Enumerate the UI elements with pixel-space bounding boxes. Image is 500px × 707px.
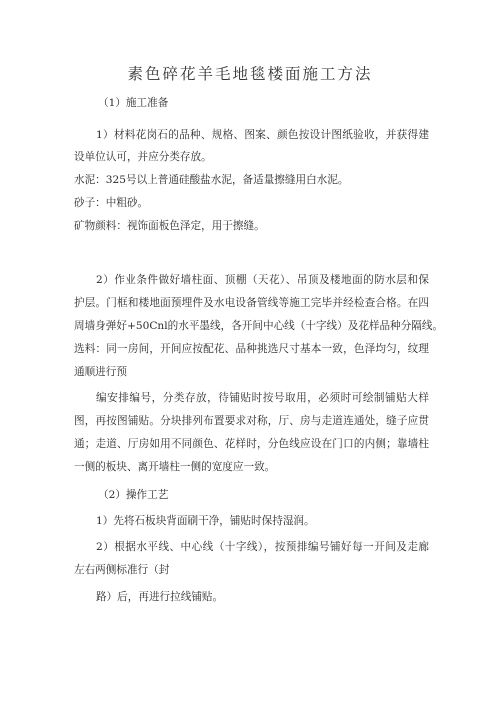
paragraph-materials-line-1: 1）材料花岗石的品种、规格、图案、颜色按设计图纸验收，并获得建 [96, 129, 429, 141]
step-1-text: 1）先将石板块背面刷干净，铺贴时保持湿润。 [96, 515, 315, 527]
pigment-spec: 矿物颜料：视饰面板色泽定，用于擦缝。 [74, 220, 265, 232]
section-heading-operation: （2）操作工艺 [98, 489, 169, 501]
step-2-line-1: 2）根据水平线、中心线（十字线），按预排编号铺好每一开间及走廊 [96, 541, 429, 553]
paragraph-layout-line-2: 图，再按图铺贴。分块排列布置要求对称，厅、房与走道连通处，缝子应贯 [74, 415, 429, 427]
paragraph-layout-line-1: 编安排编号，分类存放，待铺贴时按号取用，必须时可绘制铺贴大样 [96, 392, 429, 404]
paragraph-conditions-line-4: 选料：同一房间，开间应按配花、品种挑选尺寸基本一致，色泽均匀，纹理 [74, 343, 429, 355]
paragraph-conditions-line-3: 周墙身弹好+50Cnl的水平墨线，各开间中心线（十字线）及花样品种分隔线。 [74, 320, 444, 332]
paragraph-conditions-line-2: 护层。门框和楼地面预埋件及水电设备管线等施工完毕并经检查合格。在四 [74, 297, 429, 309]
paragraph-layout-line-3: 通；走道、厅房如用不同颜色、花样时，分色线应设在门口的内侧；靠墙柱 [74, 438, 429, 450]
document-title: 素色碎花羊毛地毯楼面施工方法 [127, 65, 373, 83]
paragraph-layout-line-4: 一侧的板块、离开墙柱一侧的宽度应一致。 [74, 461, 276, 473]
cement-spec: 水泥：325号以上普通硅酸盐水泥，备适量擦缝用白水泥。 [74, 174, 349, 186]
section-heading-preparation: （1）施工准备 [98, 97, 169, 109]
paragraph-conditions-line-5: 通顺进行预 [74, 366, 127, 378]
paragraph-conditions-line-1: 2）作业条件做好墙柱面、顶棚（天花）、吊顶及楼地面的防水层和保 [96, 274, 429, 286]
paragraph-materials-line-2: 设单位认可，并应分类存放。 [74, 151, 212, 163]
step-2-line-2: 左右两侧标准行（封 [74, 564, 170, 576]
step-2-continuation: 路）后，再进行拉线铺贴。 [96, 591, 224, 603]
sand-spec: 砂子：中粗砂。 [74, 197, 149, 209]
